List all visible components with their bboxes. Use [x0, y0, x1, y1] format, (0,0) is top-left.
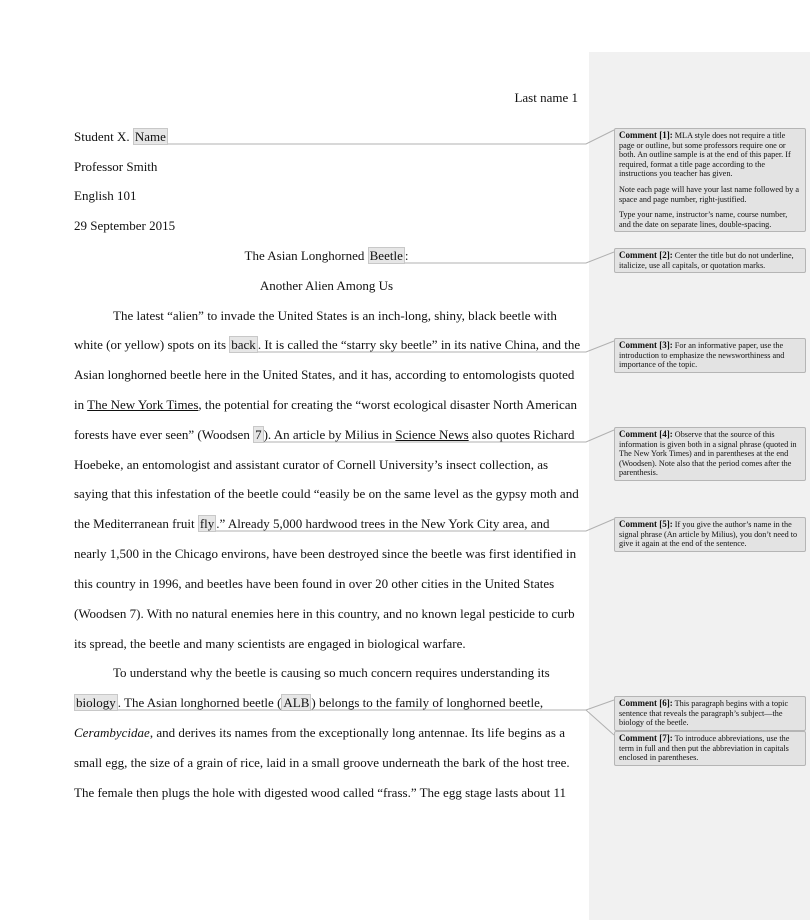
back-highlight[interactable]: back	[231, 337, 256, 352]
body-line: forests have ever seen” (Woodsen 7 ). An article by Milius in Science News also quotes Richard	[74, 427, 575, 442]
date-line: 29 September 2015	[74, 218, 176, 233]
body-line: its spread, the beetle and many scientists are engaged in biological warfare.	[74, 636, 466, 651]
student-name-highlight[interactable]: Name	[134, 129, 166, 144]
body-line: (Woodsen 7). With no natural enemies here in this country, and no known legal pesticide to curb	[74, 606, 575, 621]
body-line: small egg, the size of a grain of rice, laid in a small groove underneath the bark of the host tree.	[74, 755, 570, 770]
body-line: biology . The Asian longhorned beetle ( ALB ) belongs to the family of longhorned beetle,	[76, 695, 544, 710]
title-line-1: The Asian Longhorned Beetle :	[244, 248, 409, 263]
body-line: white (or yellow) spots on its back . It is called the “starry sky beetle” in its native China, and the	[74, 337, 581, 352]
body-line: saying that this infestation of the beetle could “easily be on the same level as the gypsy moth and	[74, 486, 579, 501]
body-line: To understand why the beetle is causing so much concern requires understanding its	[113, 665, 550, 680]
body-line: the Mediterranean fruit fly .” Already 5,000 hardwood trees in the New York City area, and	[74, 516, 550, 531]
body-line: The female then plugs the hole with digested wood called “frass.” The egg stage lasts about 11	[74, 785, 567, 800]
comment-4[interactable]: Comment [4]: Observe that the source of this information is given both in a signal phrase (quoted in The New York Times) and in parentheses at the end (Woodsen). Note also that the period comes after the parenthesis.	[614, 427, 806, 481]
title-line-2: Another Alien Among Us	[259, 278, 394, 293]
biology-highlight[interactable]: biology	[76, 695, 116, 710]
body-line: in The New York Times, the potential for creating the “worst ecological disaster North American	[74, 397, 578, 412]
citation-highlight[interactable]: 7	[255, 427, 262, 442]
comment-3[interactable]: Comment [3]: For an informative paper, use the introduction to emphasize the newsworthiness and importance of the topic.	[614, 338, 806, 373]
title-highlight[interactable]: Beetle	[369, 248, 403, 263]
professor-line: Professor Smith	[74, 159, 158, 174]
body-line: Asian longhorned beetle here in the United States, and it has, according to entomologists quoted	[74, 367, 575, 382]
course-line: English 101	[74, 188, 137, 203]
body-line: The latest “alien” to invade the United States is an inch-long, shiny, black beetle with	[113, 308, 557, 323]
comment-2[interactable]: Comment [2]: Center the title but do not underline, italicize, use all capitals, or quotation marks.	[614, 248, 806, 273]
body-line: Cerambycidae, and derives its names from the exceptionally long antennae. Its life begins as a	[74, 725, 565, 740]
alb-highlight[interactable]: ALB	[283, 695, 310, 710]
running-head: Last name 1	[514, 90, 578, 105]
comment-7[interactable]: Comment [7]: To introduce abbreviations, use the term in full and then put the abbreviation in capitals enclosed in parentheses.	[614, 731, 806, 766]
comment-6[interactable]: Comment [6]: This paragraph begins with a topic sentence that reveals the paragraph’s subject—the biology of the beetle.	[614, 696, 806, 731]
family-name: Cerambycidae	[74, 725, 150, 740]
nyt-title: The New York Times	[87, 397, 199, 412]
body-line: Hoebeke, an entomologist and assistant curator of Cornell University’s insect collection, as	[74, 457, 549, 472]
student-name-line: Student X. Name	[74, 129, 166, 144]
science-news-title: Science News	[395, 427, 469, 442]
fly-highlight[interactable]: fly	[199, 516, 215, 531]
body-line: this country in 1996, and beetles have been found in over 20 other cities in the United States	[74, 576, 555, 591]
comment-5[interactable]: Comment [5]: If you give the author’s name in the signal phrase (An article by Milius), you don’t need to give it again at the end of the sentence.	[614, 517, 806, 552]
body-line: nearly 1,500 in the Chicago environs, have been destroyed since the beetle was first identified in	[74, 546, 577, 561]
comment-1[interactable]: Comment [1]: MLA style does not require a title page or outline, but some professors require one or both. An outline sample is at the end of this paper. If required, format a title page according to the instructions you teacher has given. Note each page will have your last name followed by a space and page number, right-justified. Type your name, instructor’s name, course number, and the date on separate lines, double-spacing.	[614, 128, 806, 232]
